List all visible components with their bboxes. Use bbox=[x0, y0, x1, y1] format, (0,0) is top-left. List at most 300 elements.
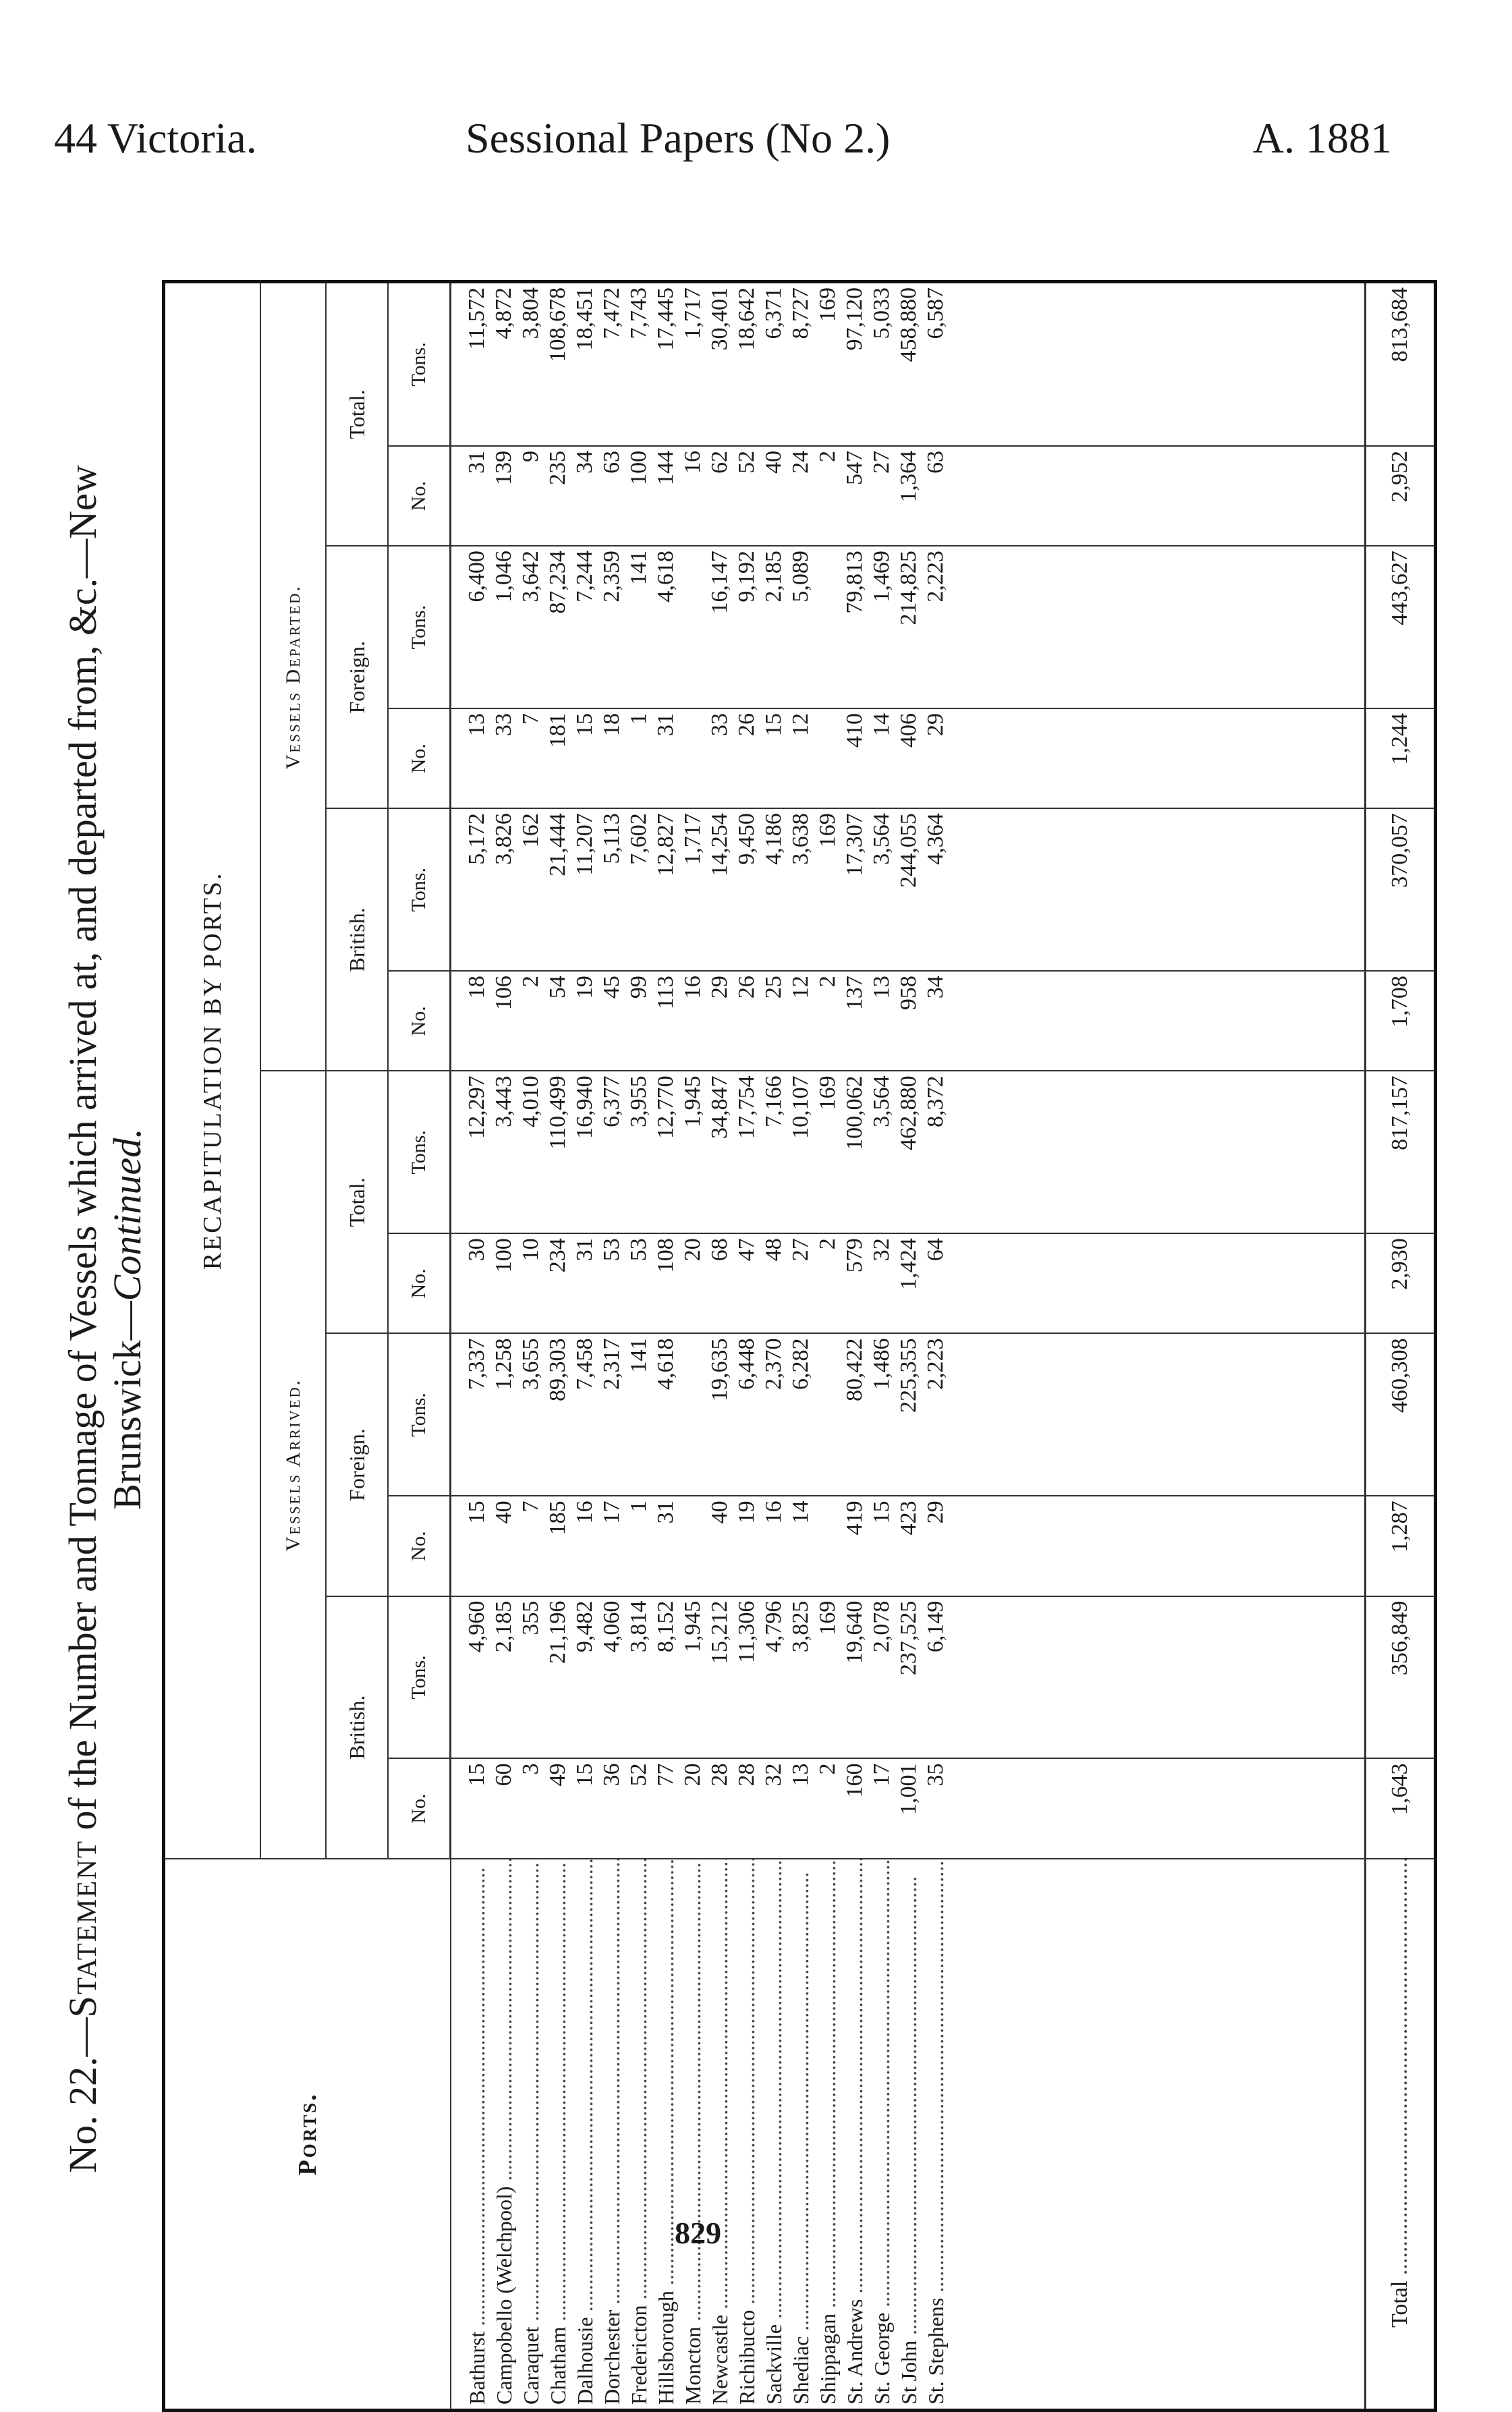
arrived-count: 2,930 bbox=[1366, 1233, 1434, 1333]
departed-tons: 7,743 bbox=[625, 283, 652, 446]
departed-tons: 1,046 bbox=[491, 546, 517, 708]
departed-count: 2,952 bbox=[1366, 446, 1434, 546]
departed-count: 235 bbox=[544, 446, 571, 546]
arrived-tons: 225,355 bbox=[895, 1334, 922, 1496]
departed-count: 18 bbox=[598, 708, 625, 808]
arrived-tons bbox=[679, 1334, 706, 1496]
port-name: Bathurst ..... bbox=[451, 1859, 491, 2409]
recapitulation-table bbox=[162, 280, 1437, 2412]
departed-count: 13 bbox=[451, 708, 491, 808]
departed-count: 33 bbox=[706, 708, 733, 808]
departed-tons: 30,401 bbox=[706, 283, 733, 446]
arrived-count: 15 bbox=[868, 1496, 895, 1596]
departed-count: 100 bbox=[625, 446, 652, 546]
departed-count: 139 bbox=[491, 446, 517, 546]
port-name: Sackville ..... bbox=[760, 1859, 787, 2409]
departed-tons: 214,825 bbox=[895, 546, 922, 708]
departed-count: 2 bbox=[517, 971, 544, 1071]
no-header: No. bbox=[388, 971, 451, 1071]
port-name: Total ..... bbox=[1366, 1859, 1434, 2409]
departed-count: 2 bbox=[814, 446, 841, 546]
arrived-tons: 80,422 bbox=[841, 1334, 868, 1496]
header-year: A. 1881 bbox=[1252, 114, 1392, 162]
departed-count: 99 bbox=[625, 971, 652, 1071]
departed-count: 1 bbox=[625, 708, 652, 808]
departed-tons: 2,223 bbox=[922, 546, 949, 708]
departed-tons: 443,627 bbox=[1366, 546, 1434, 708]
departed-count bbox=[814, 708, 841, 808]
arrived-tons: 11,306 bbox=[733, 1596, 760, 1759]
arrived-tons: 3,814 bbox=[625, 1596, 652, 1759]
departed-tons: 9,450 bbox=[733, 808, 760, 971]
arrived-tons: 4,618 bbox=[652, 1334, 679, 1496]
port-name: Dalhousie ..... bbox=[571, 1859, 598, 2409]
table-row bbox=[841, 283, 868, 2409]
departed-count: 547 bbox=[841, 446, 868, 546]
port-name: St. George ..... bbox=[868, 1859, 895, 2409]
departed-tons: 87,234 bbox=[544, 546, 571, 708]
arrived-tons: 3,564 bbox=[868, 1071, 895, 1233]
arrived-count: 52 bbox=[625, 1758, 652, 1858]
departed-tons: 3,638 bbox=[787, 808, 814, 971]
arrived-tons: 4,010 bbox=[517, 1071, 544, 1233]
departed-count: 113 bbox=[652, 971, 679, 1071]
departed-tons: 1,717 bbox=[679, 283, 706, 446]
arrived-count: 68 bbox=[706, 1233, 733, 1333]
tons-header: Tons. bbox=[388, 1071, 451, 1233]
departed-tons: 169 bbox=[814, 808, 841, 971]
arrived-count: 48 bbox=[760, 1233, 787, 1333]
running-header bbox=[0, 113, 1512, 167]
departed-count: 15 bbox=[760, 708, 787, 808]
departed-tons bbox=[679, 546, 706, 708]
arrived-tons: 2,317 bbox=[598, 1334, 625, 1496]
arrived-count: 60 bbox=[491, 1758, 517, 1858]
arrived-count: 40 bbox=[706, 1496, 733, 1596]
port-name: Shediac ..... bbox=[787, 1859, 814, 2409]
arrived-tons: 4,060 bbox=[598, 1596, 625, 1759]
arrived-tons: 3,443 bbox=[491, 1071, 517, 1233]
port-name: St. Stephens ..... bbox=[922, 1859, 949, 2409]
arrived-tons: 4,796 bbox=[760, 1596, 787, 1759]
departed-tons: 244,055 bbox=[895, 808, 922, 971]
departed-count: 52 bbox=[733, 446, 760, 546]
departed-tons: 4,872 bbox=[491, 283, 517, 446]
departed-count: 144 bbox=[652, 446, 679, 546]
arrived-tons: 237,525 bbox=[895, 1596, 922, 1759]
arrived-count: 15 bbox=[451, 1496, 491, 1596]
arrived-tons: 19,640 bbox=[841, 1596, 868, 1759]
departed-tons: 7,472 bbox=[598, 283, 625, 446]
arrived-count bbox=[814, 1496, 841, 1596]
arrived-count: 29 bbox=[922, 1496, 949, 1596]
arrived-tons: 7,337 bbox=[451, 1334, 491, 1496]
arrived-count: 160 bbox=[841, 1758, 868, 1858]
tons-header: Tons. bbox=[388, 1334, 451, 1496]
port-name: Shippagan ..... bbox=[814, 1859, 841, 2409]
departed-tons: 370,057 bbox=[1366, 808, 1434, 971]
arrived-tons: 19,635 bbox=[706, 1334, 733, 1496]
port-name: Caraquet ..... bbox=[517, 1859, 544, 2409]
departed-tons: 162 bbox=[517, 808, 544, 971]
departed-count: 12 bbox=[787, 971, 814, 1071]
arrived-count: 419 bbox=[841, 1496, 868, 1596]
departed-total-header: Total. bbox=[326, 283, 388, 546]
departed-tons: 17,445 bbox=[652, 283, 679, 446]
rotated-table-block bbox=[61, 226, 1467, 2412]
arrived-tons: 6,448 bbox=[733, 1334, 760, 1496]
departed-count: 63 bbox=[598, 446, 625, 546]
arrived-count: 28 bbox=[733, 1758, 760, 1858]
arrived-count: 35 bbox=[922, 1758, 949, 1858]
arrived-tons: 355 bbox=[517, 1596, 544, 1759]
arrived-tons: 16,940 bbox=[571, 1071, 598, 1233]
departed-count: 14 bbox=[868, 708, 895, 808]
tons-header: Tons. bbox=[388, 808, 451, 971]
arrived-tons: 110,499 bbox=[544, 1071, 571, 1233]
arrived-count: 31 bbox=[652, 1496, 679, 1596]
table-row bbox=[895, 283, 922, 2409]
arrived-tons: 2,370 bbox=[760, 1334, 787, 1496]
arrived-tons: 21,196 bbox=[544, 1596, 571, 1759]
arrived-tons: 3,955 bbox=[625, 1071, 652, 1233]
arrived-tons: 9,482 bbox=[571, 1596, 598, 1759]
no-header: No. bbox=[388, 446, 451, 546]
arrived-count: 13 bbox=[787, 1758, 814, 1858]
title-line-2: Brunswick—Continued. bbox=[105, 1128, 149, 1510]
arrived-count bbox=[679, 1496, 706, 1596]
arrived-tons: 3,825 bbox=[787, 1596, 814, 1759]
departed-tons: 12,827 bbox=[652, 808, 679, 971]
departed-tons: 14,254 bbox=[706, 808, 733, 971]
departed-count: 406 bbox=[895, 708, 922, 808]
tons-header: Tons. bbox=[388, 1596, 451, 1759]
departed-tons: 18,451 bbox=[571, 283, 598, 446]
arrived-count: 32 bbox=[760, 1758, 787, 1858]
departed-tons bbox=[814, 546, 841, 708]
arrived-count: 77 bbox=[652, 1758, 679, 1858]
departed-tons: 7,602 bbox=[625, 808, 652, 971]
departed-tons: 141 bbox=[625, 546, 652, 708]
departed-tons: 17,307 bbox=[841, 808, 868, 971]
departed-tons: 108,678 bbox=[544, 283, 571, 446]
arrived-count: 1,643 bbox=[1366, 1758, 1434, 1858]
arrived-tons: 15,212 bbox=[706, 1596, 733, 1759]
no-header: No. bbox=[388, 1233, 451, 1333]
departed-tons: 2,359 bbox=[598, 546, 625, 708]
departed-count: 33 bbox=[491, 708, 517, 808]
departed-tons: 6,400 bbox=[451, 546, 491, 708]
arrived-count: 49 bbox=[544, 1758, 571, 1858]
departed-count: 26 bbox=[733, 708, 760, 808]
arrived-count: 28 bbox=[706, 1758, 733, 1858]
arrived-count: 185 bbox=[544, 1496, 571, 1596]
departed-tons: 5,089 bbox=[787, 546, 814, 708]
tons-header: Tons. bbox=[388, 546, 451, 708]
no-header: No. bbox=[388, 1758, 451, 1858]
arrived-tons: 1,945 bbox=[679, 1596, 706, 1759]
departed-tons: 5,113 bbox=[598, 808, 625, 971]
table-row bbox=[760, 283, 787, 2409]
departed-count: 63 bbox=[922, 446, 949, 546]
departed-group-header: Vessels Departed. bbox=[260, 283, 326, 1071]
departed-tons: 6,587 bbox=[922, 283, 949, 446]
departed-count: 29 bbox=[922, 708, 949, 808]
total-row bbox=[1366, 283, 1434, 2409]
port-name: Dorchester ..... bbox=[598, 1859, 625, 2409]
departed-tons: 21,444 bbox=[544, 808, 571, 971]
departed-tons: 8,727 bbox=[787, 283, 814, 446]
departed-count: 19 bbox=[571, 971, 598, 1071]
ports-header: Ports. bbox=[165, 1859, 451, 2409]
arrived-tons: 7,166 bbox=[760, 1071, 787, 1233]
departed-count: 12 bbox=[787, 708, 814, 808]
table-row bbox=[679, 283, 706, 2409]
table-row bbox=[733, 283, 760, 2409]
arrived-tons: 4,960 bbox=[451, 1596, 491, 1759]
departed-count: 181 bbox=[544, 708, 571, 808]
arrived-tons: 3,655 bbox=[517, 1334, 544, 1496]
arrived-count: 32 bbox=[868, 1233, 895, 1333]
arrived-count: 19 bbox=[733, 1496, 760, 1596]
arrived-count: 423 bbox=[895, 1496, 922, 1596]
departed-count: 34 bbox=[922, 971, 949, 1071]
arrived-tons: 2,223 bbox=[922, 1334, 949, 1496]
departed-count: 24 bbox=[787, 446, 814, 546]
table-row bbox=[571, 283, 598, 2409]
arrived-british-header: British. bbox=[326, 1596, 388, 1859]
arrived-count: 2 bbox=[814, 1233, 841, 1333]
arrived-count: 14 bbox=[787, 1496, 814, 1596]
departed-count: 40 bbox=[760, 446, 787, 546]
departed-count: 13 bbox=[868, 971, 895, 1071]
departed-count: 7 bbox=[517, 708, 544, 808]
arrived-tons: 169 bbox=[814, 1596, 841, 1759]
departed-count: 16 bbox=[679, 971, 706, 1071]
departed-count: 26 bbox=[733, 971, 760, 1071]
arrived-tons: 2,078 bbox=[868, 1596, 895, 1759]
departed-tons: 1,469 bbox=[868, 546, 895, 708]
arrived-count: 1,287 bbox=[1366, 1496, 1434, 1596]
departed-tons: 3,564 bbox=[868, 808, 895, 971]
departed-tons: 4,618 bbox=[652, 546, 679, 708]
table-row bbox=[491, 283, 517, 2409]
header-publication: Sessional Papers (No 2.) bbox=[466, 114, 891, 162]
departed-tons: 11,207 bbox=[571, 808, 598, 971]
arrived-count: 100 bbox=[491, 1233, 517, 1333]
arrived-tons: 169 bbox=[814, 1071, 841, 1233]
departed-tons: 458,880 bbox=[895, 283, 922, 446]
departed-count: 9 bbox=[517, 446, 544, 546]
port-name: Newcastle ..... bbox=[706, 1859, 733, 2409]
departed-count: 137 bbox=[841, 971, 868, 1071]
departed-count: 27 bbox=[868, 446, 895, 546]
departed-british-header: British. bbox=[326, 808, 388, 1071]
arrived-count: 579 bbox=[841, 1233, 868, 1333]
table-row bbox=[652, 283, 679, 2409]
header-session: 44 Victoria. bbox=[54, 114, 257, 162]
arrived-count: 16 bbox=[760, 1496, 787, 1596]
title-line-1: No. 22.—Statement of the Number and Tonnage of Vessels which arrived at, and departed from, &c.—New bbox=[61, 465, 105, 2173]
arrived-tons: 6,282 bbox=[787, 1334, 814, 1496]
page-number: 829 bbox=[675, 2216, 721, 2250]
port-name: Chatham ..... bbox=[544, 1859, 571, 2409]
arrived-count: 53 bbox=[598, 1233, 625, 1333]
departed-tons: 4,186 bbox=[760, 808, 787, 971]
arrived-count: 31 bbox=[571, 1233, 598, 1333]
arrived-count: 30 bbox=[451, 1233, 491, 1333]
table-row bbox=[625, 283, 652, 2409]
no-header: No. bbox=[388, 708, 451, 808]
departed-count: 25 bbox=[760, 971, 787, 1071]
statement-title bbox=[61, 226, 155, 2412]
arrived-count: 53 bbox=[625, 1233, 652, 1333]
arrived-tons: 6,149 bbox=[922, 1596, 949, 1759]
departed-count: 2 bbox=[814, 971, 841, 1071]
port-name: Moncton ..... bbox=[679, 1859, 706, 2409]
arrived-count: 108 bbox=[652, 1233, 679, 1333]
port-name: St. Andrews ..... bbox=[841, 1859, 868, 2409]
arrived-count: 234 bbox=[544, 1233, 571, 1333]
arrived-count: 64 bbox=[922, 1233, 949, 1333]
departed-count: 1,244 bbox=[1366, 708, 1434, 808]
table-row bbox=[706, 283, 733, 2409]
arrived-group-header: Vessels Arrived. bbox=[260, 1071, 326, 1858]
arrived-tons: 1,486 bbox=[868, 1334, 895, 1496]
departed-tons: 3,642 bbox=[517, 546, 544, 708]
departed-tons: 4,364 bbox=[922, 808, 949, 971]
arrived-tons: 1,258 bbox=[491, 1334, 517, 1496]
departed-count: 410 bbox=[841, 708, 868, 808]
arrived-count: 36 bbox=[598, 1758, 625, 1858]
arrived-tons: 12,770 bbox=[652, 1071, 679, 1233]
departed-count: 958 bbox=[895, 971, 922, 1071]
table-row bbox=[868, 283, 895, 2409]
port-name: St John ..... bbox=[895, 1859, 922, 2409]
departed-tons: 1,717 bbox=[679, 808, 706, 971]
arrived-count: 16 bbox=[571, 1496, 598, 1596]
arrived-tons: 2,185 bbox=[491, 1596, 517, 1759]
departed-tons: 2,185 bbox=[760, 546, 787, 708]
departed-tons: 3,804 bbox=[517, 283, 544, 446]
arrived-count: 1 bbox=[625, 1496, 652, 1596]
arrived-count: 17 bbox=[598, 1496, 625, 1596]
departed-count: 34 bbox=[571, 446, 598, 546]
arrived-tons: 17,754 bbox=[733, 1071, 760, 1233]
arrived-count: 40 bbox=[491, 1496, 517, 1596]
arrived-tons: 141 bbox=[625, 1334, 652, 1496]
arrived-count: 7 bbox=[517, 1496, 544, 1596]
arrived-count: 1,424 bbox=[895, 1233, 922, 1333]
departed-tons: 97,120 bbox=[841, 283, 868, 446]
departed-tons: 9,192 bbox=[733, 546, 760, 708]
arrived-count: 10 bbox=[517, 1233, 544, 1333]
departed-tons: 16,147 bbox=[706, 546, 733, 708]
table-row bbox=[598, 283, 625, 2409]
arrived-total-header: Total. bbox=[326, 1071, 388, 1333]
departed-foreign-header: Foreign. bbox=[326, 546, 388, 808]
port-name: Fredericton ..... bbox=[625, 1859, 652, 2409]
departed-count: 62 bbox=[706, 446, 733, 546]
arrived-foreign-header: Foreign. bbox=[326, 1334, 388, 1596]
departed-count: 18 bbox=[451, 971, 491, 1071]
arrived-tons: 7,458 bbox=[571, 1334, 598, 1496]
arrived-tons: 8,152 bbox=[652, 1596, 679, 1759]
departed-tons: 7,244 bbox=[571, 546, 598, 708]
arrived-tons: 10,107 bbox=[787, 1071, 814, 1233]
arrived-tons: 356,849 bbox=[1366, 1596, 1434, 1759]
arrived-count: 20 bbox=[679, 1758, 706, 1858]
departed-tons: 79,813 bbox=[841, 546, 868, 708]
departed-tons: 5,172 bbox=[451, 808, 491, 971]
departed-tons: 18,642 bbox=[733, 283, 760, 446]
departed-tons: 169 bbox=[814, 283, 841, 446]
departed-count: 1,708 bbox=[1366, 971, 1434, 1071]
departed-count: 16 bbox=[679, 446, 706, 546]
departed-count: 54 bbox=[544, 971, 571, 1071]
arrived-tons: 462,880 bbox=[895, 1071, 922, 1233]
arrived-count: 47 bbox=[733, 1233, 760, 1333]
table-caption: RECAPITULATION BY PORTS. bbox=[165, 283, 260, 1859]
tons-header: Tons. bbox=[388, 283, 451, 446]
arrived-count: 20 bbox=[679, 1233, 706, 1333]
arrived-count: 2 bbox=[814, 1758, 841, 1858]
table-body bbox=[451, 283, 1434, 2409]
port-name: Campobello (Welchpool) ..... bbox=[491, 1859, 517, 2409]
port-name: Hillsborough ..... bbox=[652, 1859, 679, 2409]
arrived-tons: 1,945 bbox=[679, 1071, 706, 1233]
arrived-tons: 8,372 bbox=[922, 1071, 949, 1233]
departed-tons: 3,826 bbox=[491, 808, 517, 971]
departed-tons: 813,684 bbox=[1366, 283, 1434, 446]
table-row bbox=[451, 283, 491, 2409]
arrived-tons: 12,297 bbox=[451, 1071, 491, 1233]
arrived-tons bbox=[814, 1334, 841, 1496]
departed-count: 31 bbox=[652, 708, 679, 808]
arrived-count: 15 bbox=[451, 1758, 491, 1858]
departed-count: 45 bbox=[598, 971, 625, 1071]
departed-tons: 5,033 bbox=[868, 283, 895, 446]
arrived-count: 27 bbox=[787, 1233, 814, 1333]
arrived-tons: 89,303 bbox=[544, 1334, 571, 1496]
table-row bbox=[544, 283, 571, 2409]
port-name: Richibucto ..... bbox=[733, 1859, 760, 2409]
arrived-tons: 817,157 bbox=[1366, 1071, 1434, 1233]
arrived-tons: 100,062 bbox=[841, 1071, 868, 1233]
table-row bbox=[814, 283, 841, 2409]
departed-tons: 6,371 bbox=[760, 283, 787, 446]
table-row bbox=[517, 283, 544, 2409]
arrived-count: 15 bbox=[571, 1758, 598, 1858]
departed-tons: 11,572 bbox=[451, 283, 491, 446]
no-header: No. bbox=[388, 1496, 451, 1596]
arrived-count: 1,001 bbox=[895, 1758, 922, 1858]
arrived-tons: 34,847 bbox=[706, 1071, 733, 1233]
arrived-tons: 460,308 bbox=[1366, 1334, 1434, 1496]
table-row bbox=[787, 283, 814, 2409]
departed-count: 31 bbox=[451, 446, 491, 546]
departed-count: 29 bbox=[706, 971, 733, 1071]
table-row bbox=[922, 283, 949, 2409]
spacer-row bbox=[949, 283, 1366, 2409]
departed-count: 106 bbox=[491, 971, 517, 1071]
arrived-count: 17 bbox=[868, 1758, 895, 1858]
arrived-count: 3 bbox=[517, 1758, 544, 1858]
departed-count bbox=[679, 708, 706, 808]
departed-count: 1,364 bbox=[895, 446, 922, 546]
departed-count: 15 bbox=[571, 708, 598, 808]
arrived-tons: 6,377 bbox=[598, 1071, 625, 1233]
